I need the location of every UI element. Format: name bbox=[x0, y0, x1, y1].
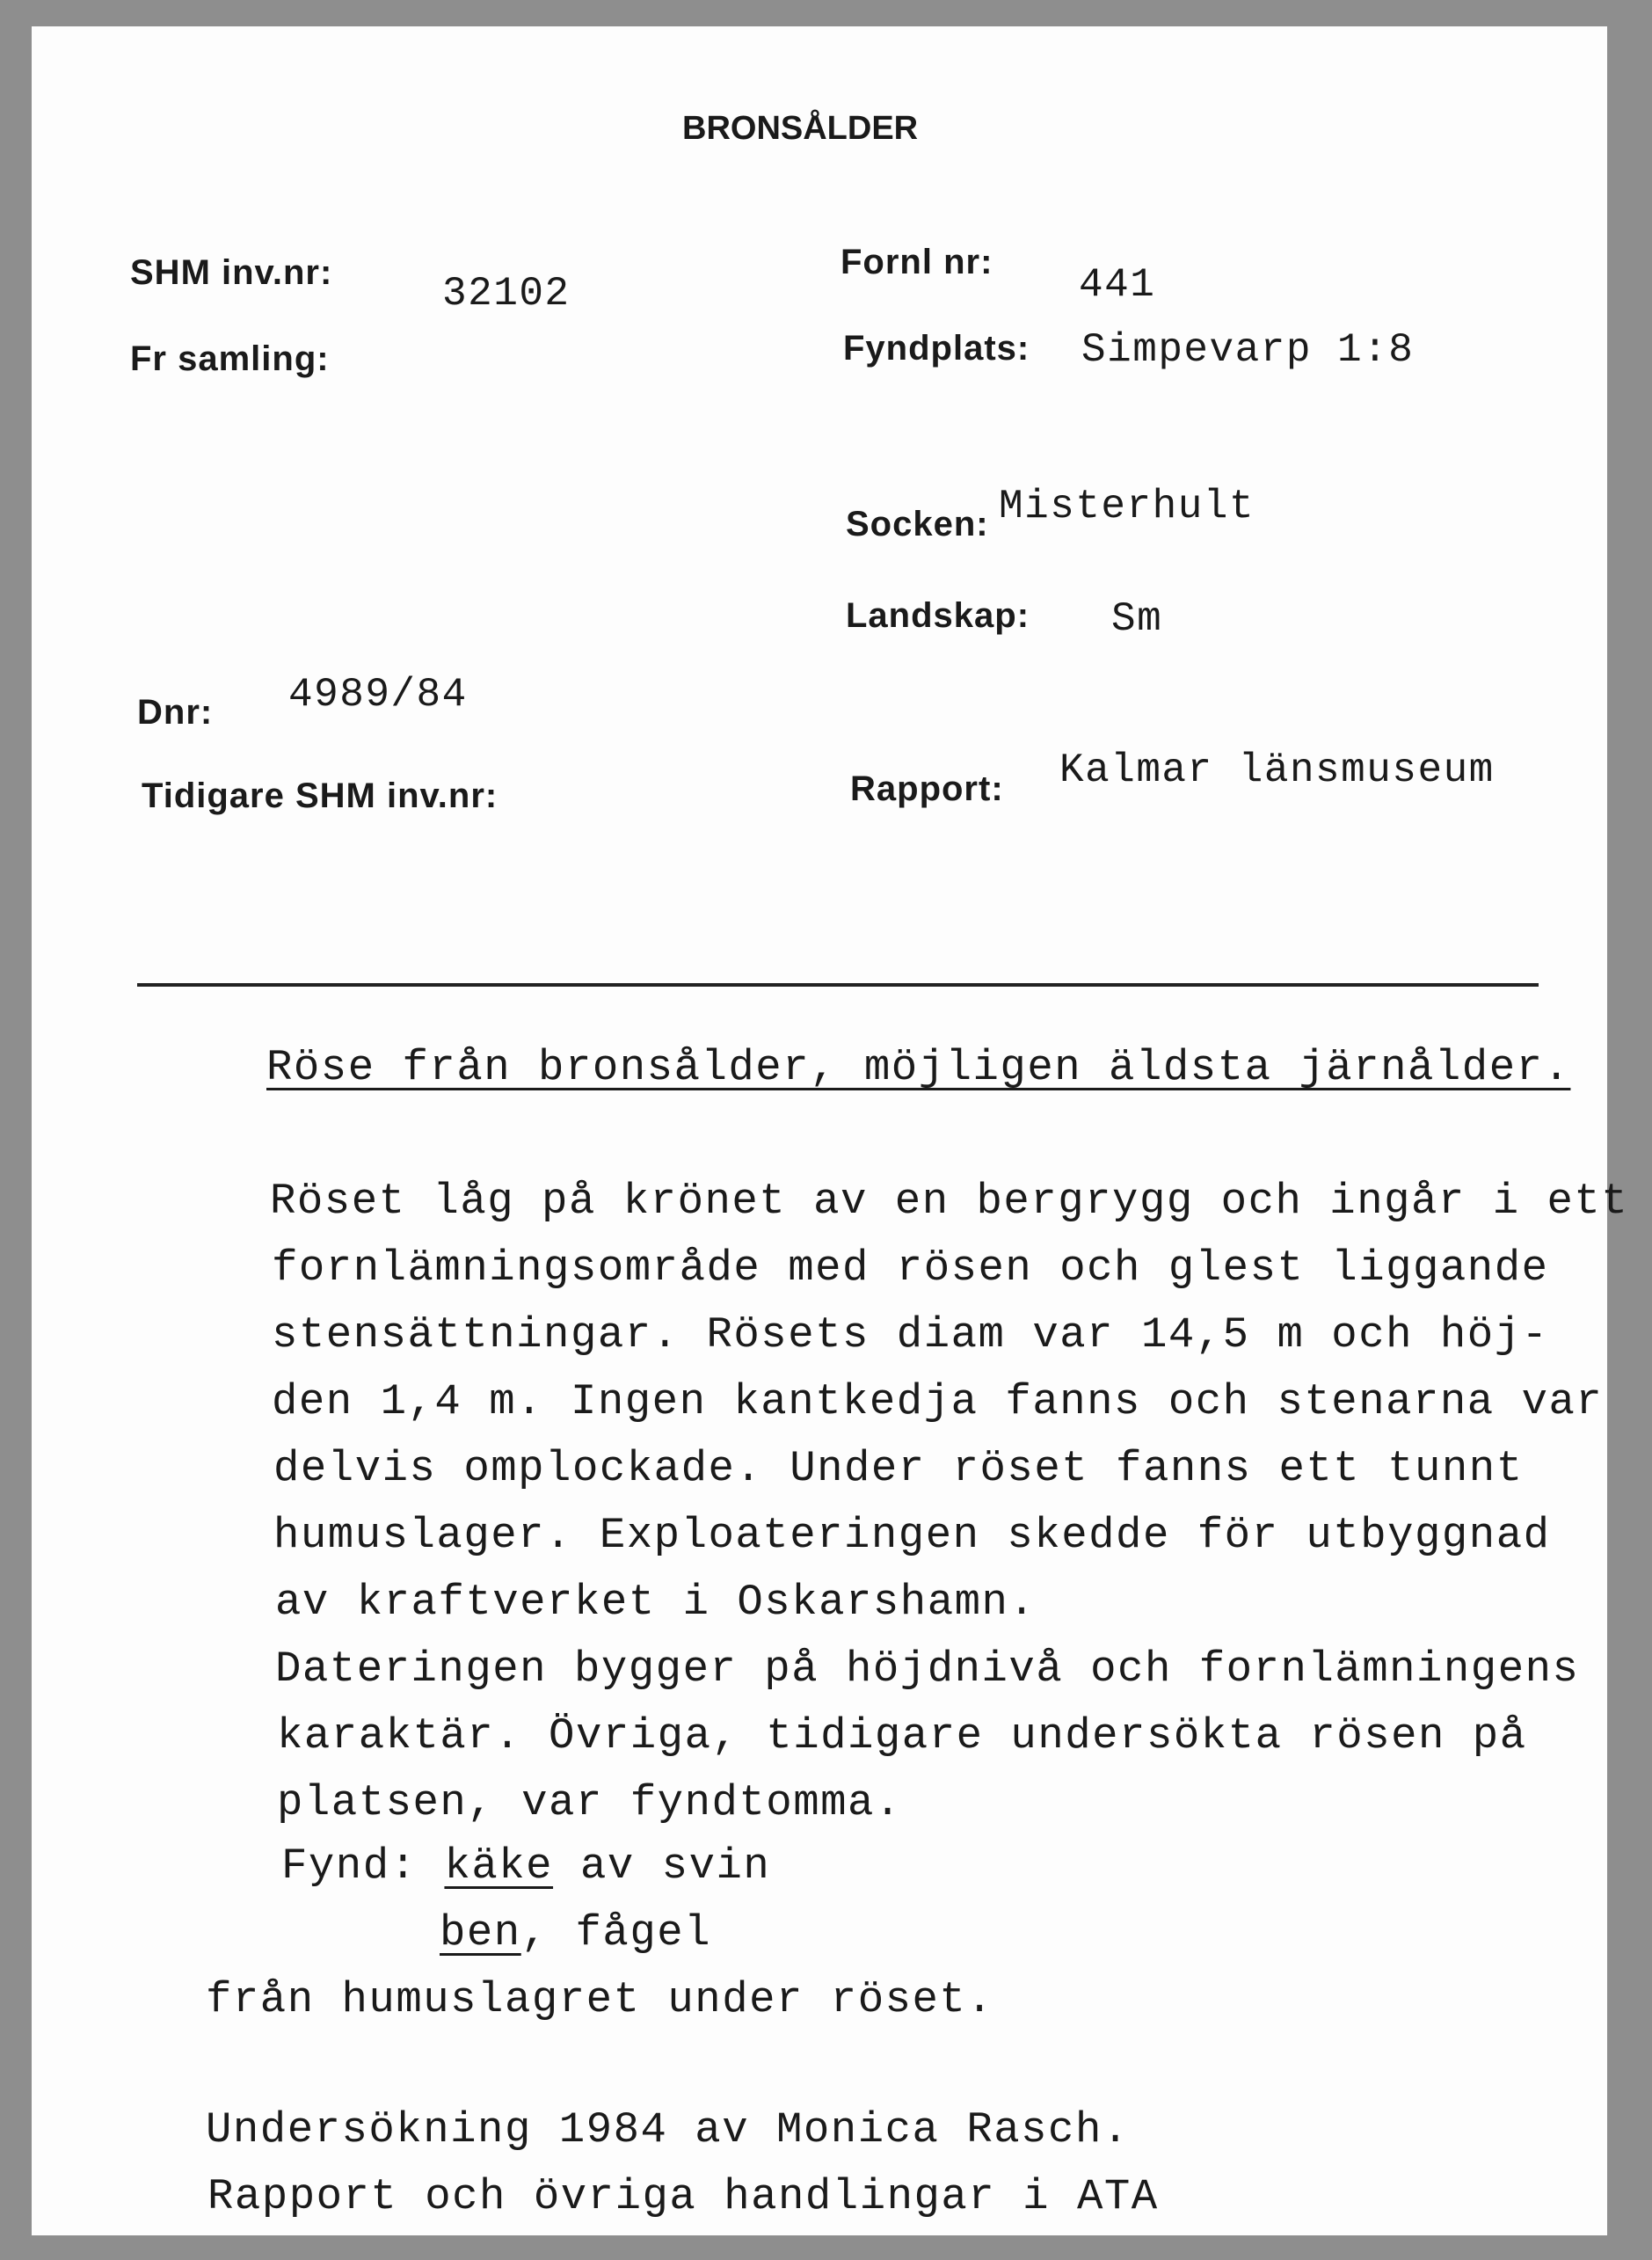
dnr-value: 4989/84 bbox=[288, 672, 468, 718]
fynd-line-2 bbox=[440, 1908, 711, 1957]
body-line: Dateringen bygger på höjdnivå och fornlämningens bbox=[275, 1644, 1580, 1694]
rapport-label: Rapport: bbox=[850, 769, 1004, 808]
body-line: fornlämningsområde med rösen och glest liggande bbox=[272, 1243, 1549, 1293]
footer-line-2: Rapport och övriga handlingar i ATA bbox=[207, 2172, 1159, 2221]
fynd-label: Fynd: bbox=[281, 1841, 418, 1891]
landskap-value: Sm bbox=[1111, 596, 1163, 642]
body-line: delvis omplockade. Under röset fanns ett tunnt bbox=[273, 1444, 1524, 1493]
summary-heading: Röse från bronsålder, möjligen äldsta järnålder. bbox=[266, 1043, 1571, 1092]
body-line: platsen, var fyndtomma. bbox=[277, 1778, 902, 1827]
body-line: stensättningar. Rösets diam var 14,5 m och höj- bbox=[272, 1310, 1549, 1360]
tidigare-shm-label: Tidigare SHM inv.nr: bbox=[142, 776, 499, 815]
fyndplats-value: Simpevarp 1:8 bbox=[1081, 327, 1415, 373]
fynd-source: från humuslagret under röset. bbox=[206, 1975, 994, 2024]
fr-samling-label: Fr samling: bbox=[130, 339, 330, 378]
fornl-value: 441 bbox=[1079, 262, 1156, 308]
shm-inv-value: 32102 bbox=[442, 271, 571, 317]
dnr-label: Dnr: bbox=[137, 693, 214, 732]
body-line: Röset låg på krönet av en bergrygg och ingår i ett bbox=[270, 1177, 1629, 1226]
document-title: BRONSÅLDER bbox=[682, 110, 919, 147]
landskap-label: Landskap: bbox=[846, 596, 1030, 635]
fynd-item-2-detail: , fågel bbox=[520, 1908, 712, 1957]
socken-value: Misterhult bbox=[999, 484, 1255, 529]
footer-line-1: Undersökning 1984 av Monica Rasch. bbox=[206, 2105, 1130, 2154]
rapport-value: Kalmar länsmuseum bbox=[1059, 747, 1495, 793]
fynd-item-1-detail: av svin bbox=[579, 1841, 771, 1891]
body-line: den 1,4 m. Ingen kantkedja fanns och stenarna var bbox=[272, 1377, 1604, 1426]
shm-inv-label: SHM inv.nr: bbox=[130, 253, 333, 292]
fynd-item-1: käke bbox=[444, 1841, 554, 1891]
fyndplats-label: Fyndplats: bbox=[843, 329, 1030, 368]
fornl-label: Fornl nr: bbox=[841, 243, 993, 281]
fynd-item-2: ben bbox=[440, 1908, 521, 1957]
fynd-line-1 bbox=[281, 1841, 770, 1891]
body-line: humuslager. Exploateringen skedde för utbyggnad bbox=[273, 1511, 1551, 1560]
socken-label: Socken: bbox=[846, 505, 989, 543]
divider bbox=[137, 983, 1539, 987]
body-line: karaktär. Övriga, tidigare undersökta rösen på bbox=[277, 1711, 1527, 1761]
body-line: av kraftverket i Oskarshamn. bbox=[275, 1578, 1037, 1627]
